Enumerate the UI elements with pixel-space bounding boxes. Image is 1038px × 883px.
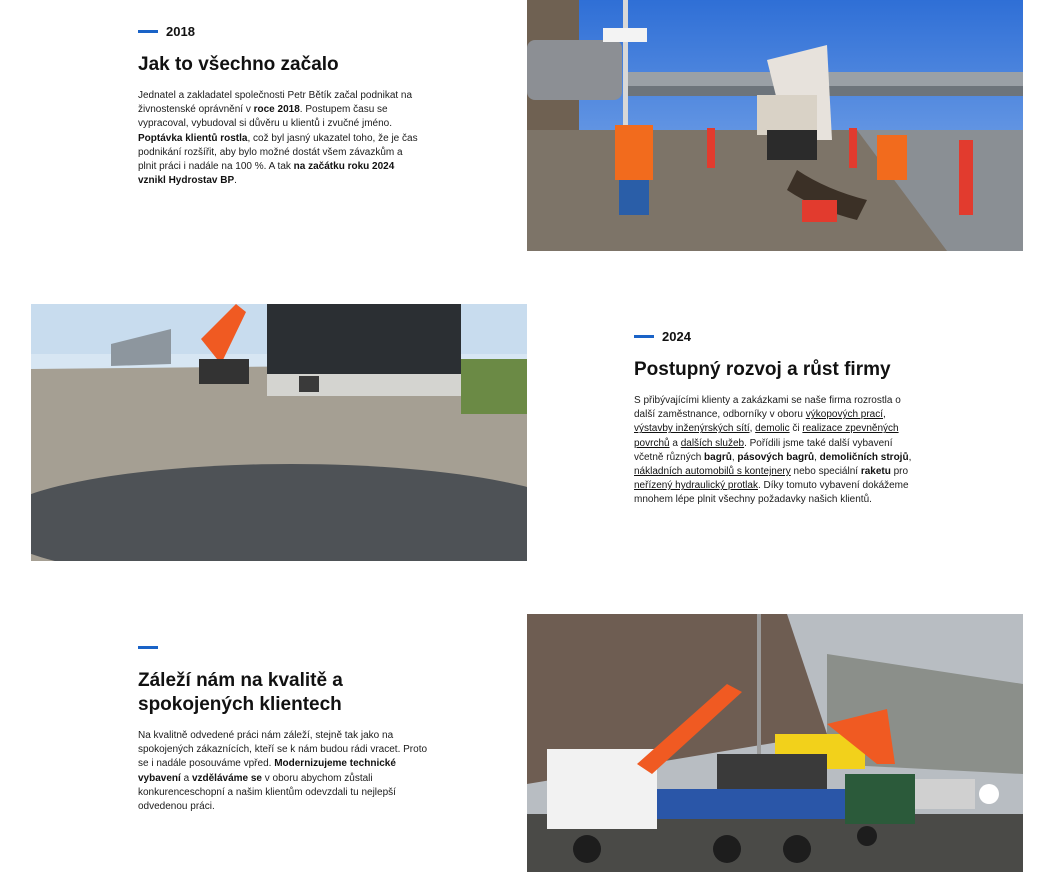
text-run: , bbox=[883, 409, 886, 421]
bold-text: Modernizujeme technické vybavení bbox=[138, 758, 396, 784]
year-label: 2024 bbox=[662, 329, 691, 344]
inline-link[interactable]: výkopových prací bbox=[805, 409, 884, 421]
bold-text: vzděláváme se bbox=[191, 772, 262, 784]
bold-text: raketu bbox=[860, 466, 891, 478]
year-label: 2018 bbox=[166, 24, 195, 39]
text-run: a bbox=[669, 437, 681, 449]
section-2024 bbox=[634, 329, 916, 508]
text-run: Jednatel a zakladatel společnosti Petr Bětík začal podnikat na živnostenské oprávnění v bbox=[138, 90, 413, 116]
text-run: pro bbox=[890, 466, 909, 478]
year-label-row bbox=[138, 24, 420, 39]
text-run: , bbox=[908, 451, 912, 463]
accent-dash bbox=[138, 646, 158, 649]
text-run: . Postupem času se vypracoval, vybudoval si důvěru u klientů i zvučné jméno. bbox=[138, 104, 393, 130]
bold-text: pásových bagrů bbox=[737, 451, 815, 463]
text-run: v oboru abychom zůstali konkurenceschopní a našim klientům odevzdali tu nejlepší odvedenou práci. bbox=[138, 772, 396, 813]
text-run: . Pořídili jsme také další vybavení včetně různých bbox=[634, 437, 893, 463]
text-run: , bbox=[814, 451, 820, 463]
text-run: a bbox=[180, 772, 192, 784]
accent-dash bbox=[634, 335, 654, 338]
photo-excavation-roadside bbox=[527, 0, 1023, 251]
text-run: S přibývajícími klienty a zakázkami se naše firma rozrostla o další zaměstnance, odborníky v oboru bbox=[634, 395, 901, 421]
year-label-row bbox=[634, 329, 916, 344]
section-title: Jak to všechno začalo bbox=[138, 54, 339, 75]
section-paragraph bbox=[138, 729, 428, 814]
year-label-row bbox=[138, 646, 428, 649]
section-quality bbox=[138, 646, 428, 814]
photo-noise-barrier-site bbox=[31, 304, 527, 561]
text-run: , bbox=[749, 423, 756, 435]
text-run: . Díky tomuto vybavení dokážeme mnohem lépe plnit všechny požadavky našich klientů. bbox=[634, 480, 909, 506]
text-run: , bbox=[731, 451, 738, 463]
bold-text: roce 2018 bbox=[253, 104, 300, 116]
inline-link[interactable]: dalších služeb bbox=[680, 437, 745, 449]
photo-trucks-railway bbox=[527, 614, 1023, 872]
text-run: Na kvalitně odvedené práci nám záleží, stejně tak jako na spokojených zákaznících, kteří se k nám budou rádi vracet. Proto se i nadále posouváme vpřed. bbox=[138, 730, 428, 770]
inline-link[interactable]: výstavby inženýrských sítí bbox=[634, 423, 750, 435]
text-run: či bbox=[789, 423, 803, 435]
inline-link[interactable]: realizace zpevněných povrchů bbox=[634, 423, 899, 449]
section-2018 bbox=[138, 24, 420, 188]
section-paragraph bbox=[138, 89, 420, 188]
inline-link[interactable]: demolic bbox=[755, 423, 790, 435]
accent-dash bbox=[138, 30, 158, 33]
section-paragraph bbox=[634, 394, 916, 508]
bold-text: demoličních strojů bbox=[819, 451, 909, 463]
text-run: , což byl jasný ukazatel toho, že je čas podnikání rozšířit, aby bylo možné dostát všem závazkům a plnit práci i nadále na 100 %. A tak bbox=[138, 132, 418, 173]
bold-text: Poptávka klientů rostla bbox=[138, 132, 248, 144]
inline-link[interactable]: nákladních automobilů s kontejnery bbox=[634, 466, 791, 478]
text-run: nebo speciální bbox=[790, 466, 861, 478]
section-title: Postupný rozvoj a růst firmy bbox=[634, 359, 891, 380]
bold-text: na začátku roku 2024 vznikl Hydrostav BP bbox=[138, 161, 395, 187]
bold-text: bagrů bbox=[704, 451, 732, 463]
section-title: Záleží nám na kvalitě a spokojených klientech bbox=[138, 670, 343, 715]
inline-link[interactable]: neřízený hydraulický protlak bbox=[634, 480, 758, 492]
text-run: . bbox=[234, 175, 237, 187]
